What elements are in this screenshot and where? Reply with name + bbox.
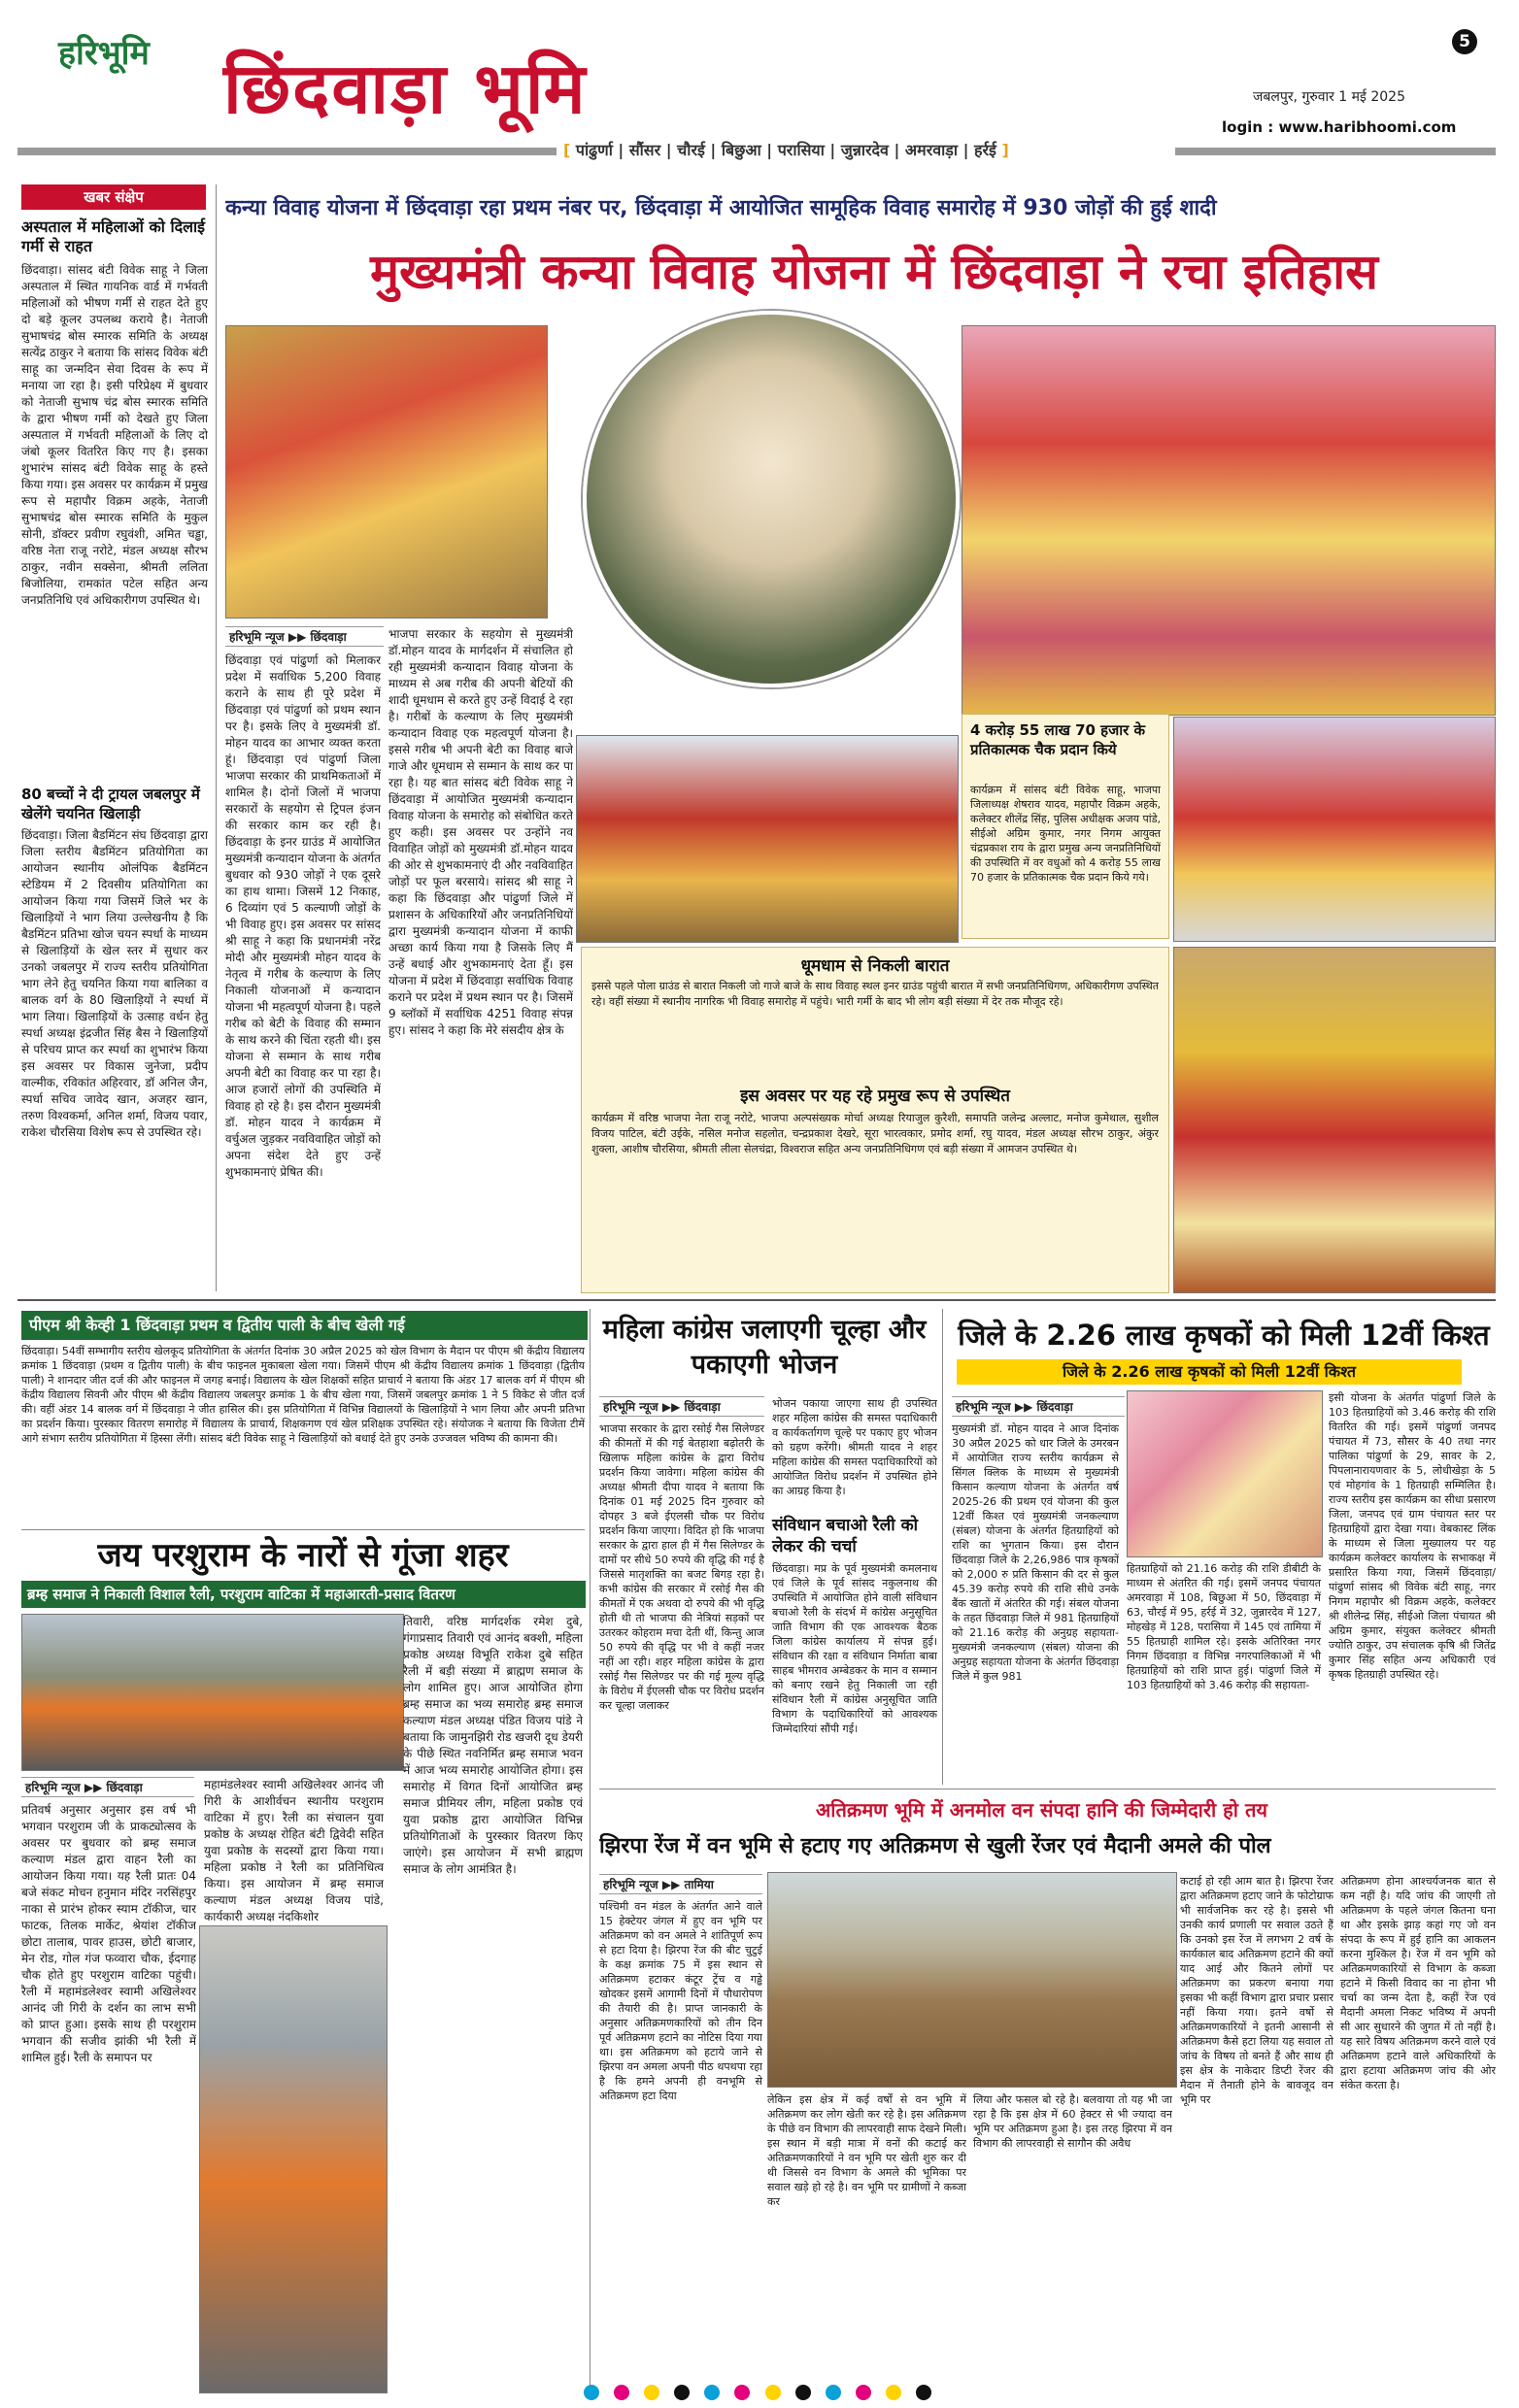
- wedding-photo-right-crowd: [962, 325, 1496, 716]
- congress-column-2: भोजन पकाया जाएगा साथ ही उपस्थित शहर महिला कांग्रेस की समस्त पदाधिकारी व कार्यकर्तागण चूल्हे पर पकाए हुए भोजन को ग्रहण करेंगी। श्रीमती यादव ने शहर महिला कांग्रेस की समस्त पदाधिकारियों को आयोजित विरोध प्रदर्शन में उपस्थित होने का आग्रह किया है।: [772, 1397, 937, 1497]
- lead-byline: हरिभूमि न्यूज ▶▶ छिंदवाड़ा: [225, 626, 384, 647]
- congress-sub-heading: संविधान बचाओ रैली को लेकर की चर्चा: [772, 1516, 919, 1556]
- edition-title: छिंदवाड़ा भूमि: [223, 47, 588, 129]
- wedding-photo-brides: [576, 735, 959, 943]
- farmers-headline: जिले के 2.26 लाख कृषकों को मिली 12वीं किश्त: [958, 1319, 1490, 1352]
- farmers-byline: हरिभूमि न्यूज ▶▶ छिंदवाड़ा: [952, 1396, 1125, 1417]
- town-item[interactable]: चौरई: [677, 141, 705, 159]
- farmers-column-3: इसी योजना के अंतर्गत पांढुर्णा जिले के 103 हितग्राहियों को 3.46 करोड़ की राशि वितरित की गई। इसमें पांढुर्णा जनपद पंचायत में 73, सौसर के 40 तथा नगर पालिका पांढुर्णा के 29, सावर के 2, पिपलानारायणवार के 5, लोधीखेड़ा के 5 एवं मोहगांव के 1 हितग्राही सम्मिलित है। राज्य स्तरीय इस कार्यक्रम का सीधा प्रसारण जिला, जनपद एवं ग्राम पंचायत स्तर पर हितग्राहियों द्वारा देखा गया। वेबकास्ट लिंक के माध्यम से जिला मुख्यालय पर यह कार्यक्रम कलेक्टर कार्यालय के सभाकक्ष में प्रसारित किया गया, जिसमें छिंदवाड़ा/पांढुर्णा सांसद श्री विवेक बंटी साहू, नगर निगम महापौर श्री विक्रम अहके, कलेक्टर श्री शीलेन्द्र सिंह, सीईओ जिला पंचायत श्री अग्रिम कुमार, संयुक्त कलेक्टर श्रीमती ज्योति ठाकुर, उप संचालक कृषि श्री जितेंद्र कुमार सिंह सहित अन्य अधिकारी एवं कृषक हितग्राही उपस्थित रहे।: [1329, 1391, 1496, 1681]
- forest-column-2: लेकिन इस क्षेत्र में कई वर्षों से वन भूमि में अतिक्रमण कर लोग खेती कर रहे है। इस अतिक्रमण के पीछे वन विभाग की लापरवाही साफ देखने मिली। इस स्थान में बड़ी मात्रा में वनों की कटाई कर अतिक्रमणकारियों ने वन भूमि पर खेती शुरु कर दी थी जिससे वन विभाग के अमले की भूमिका पर सवाल खड़े हो रहे है। वन भूमि पर ग्रामीणों ने कब्जा कर: [767, 2093, 966, 2208]
- wedding-photo-center-groom: [583, 311, 960, 687]
- parshuram-subheadline: ब्रम्ह समाज ने निकाली विशाल रैली, परशुराम वाटिका में महाआरती-प्रसाद वितरण: [21, 1581, 586, 1608]
- registration-dot: [795, 2385, 811, 2400]
- cheque-heading: 4 करोड़ 55 लाख 70 हजार के प्रतिकात्मक चैक प्रदान किये: [970, 721, 1146, 758]
- registration-dot: [826, 2385, 841, 2400]
- badminton-text: छिंदवाड़ा। 54वीं सम्भागीय स्तरीय खेलकूद प्रतियोगिता के अंतर्गत दिनांक 30 अप्रैल 2025 को खेल विभाग के मैदान पर पीएम श्री केंद्रीय विद्यालय क्रमांक 1 छिंदवाड़ा (प्रथम व द्वितीय पाली) के बीच फाइनल मुकाबला खेला गया। जिसमें पीएम श्री केंद्रीय विद्यालय क्रमांक 1 छिंदवाड़ा (द्वितीय पाली) ने शानदार जीत दर्ज की और फाइनल में जगह बनाई। विद्यालय के खेल शिक्षकों सहित प्राचार्य ने बताया कि अंडर 17 बालक वर्ग में पीएम श्री केंद्रीय विद्यालय सिवनी और पीएम श्री केंद्रीय विद्यालय जबलपुर क्रमांक 1 के बीच खेला गया, जिसमें जबलपुर क्रमांक 1 ने 5 विकेट से जीत दर्ज की। वहीं अंडर 14 बालक वर्ग में छिंदवाड़ा ने जीत हासिल की। इस प्रतियोगिता में विभिन्न विद्यालयों के खिलाड़ियों ने भाग लिया और अपनी प्रतिभा का प्रदर्शन किया। पुरस्कार वितरण समारोह में विद्यालय के प्राचार्य, शिक्षकगण एवं खेल प्रशिक्षक उपस्थित रहे। संयोजक ने बताया कि विजेता टीमें आगे संभाग स्तरीय प्रतियोगिता में हिस्सा लेंगी। सांसद बंटी विवेक साहू ने खिलाड़ियों को बधाई देते हुए उनके उज्जवल भविष्य की कामना की।: [21, 1345, 585, 1445]
- login-url[interactable]: login : www.haribhoomi.com: [1222, 118, 1457, 136]
- towns-bar: [ पांढुर्णा | सौंसर | चौरई | बिछुआ | परासिया | जुन्नारदेव | अमरवाड़ा | हर्रई ]: [563, 141, 1009, 159]
- registration-dot: [674, 2385, 690, 2400]
- town-item[interactable]: सौंसर: [628, 141, 661, 159]
- parshuram-column-3: तिवारी, वरिष्ठ मार्गदर्शक रमेश दुबे, गंगाप्रसाद तिवारी एवं आनंद बक्शी, महिला प्रकोष्ठ अध्यक्ष विभूति राकेश दुबे सहित रैली में बड़ी संख्या में ब्राह्मण समाज के लोग शामिल हुए। आज आयोजित होगा ब्रम्ह समाज का भव्य समारोह ब्रम्ह समाज कल्याण मंडल अध्यक्ष पंडित विजय पांडे ने बताया कि जामुनझिरी रोड खजरी दूध डेयरी के पीछे स्थित नवनिर्मित ब्रम्ह समाज भवन में आज भव्य समारोह आयोजित होगा। इस समारोह में विगत दिनों आयोजित ब्रम्ह समाज प्रीमियर लीग, महिला प्रकोष्ठ एवं युवा प्रकोष्ठ द्वारा आयोजित विभिन्न प्रतियोगिताओं के पुरस्कार वितरण किए जाएंगे। इस आयोजन में सभी ब्राह्मण समाज के लोग आमंत्रित है।: [403, 1615, 583, 1876]
- registration-dot: [886, 2385, 901, 2400]
- registration-dot: [856, 2385, 871, 2400]
- town-item[interactable]: जुन्नारदेव: [840, 141, 889, 159]
- parshuram-column-2: महामंडलेश्वर स्वामी अखिलेश्वर आनंद जी गिरी के आशीर्वचन स्थानीय परशुराम वाटिका में हुए। रैली का संचालन युवा प्रकोष्ठ के अध्यक्ष रोहित बंटी द्विवेदी सहित युवा प्रकोष्ठ के सदस्यों द्वारा किया गया। महिला प्रकोष्ठ ने रैली का प्रतिनिधित्व किया। इस आयोजन में ब्रम्ह समाज कल्याण मंडल अध्यक्ष विजय पांडे, कार्यकारी अध्यक्ष नंदकिशोर: [204, 1778, 384, 1923]
- badminton-heading: पीएम श्री केव्ही 1 छिंदवाड़ा प्रथम व द्वितीय पाली के बीच खेली गई: [21, 1311, 588, 1340]
- registration-dot: [916, 2385, 931, 2400]
- news-brief-heading-2: 80 बच्चों ने दी ट्रायल जबलपुर में खेलेंगे चयनित खिलाड़ी: [21, 786, 200, 822]
- masthead: [0, 0, 1519, 170]
- registration-dot: [584, 2385, 599, 2400]
- brand-logo: हरिभूमि: [58, 34, 150, 73]
- page-number: 5: [1452, 29, 1477, 54]
- divider: [942, 1309, 943, 1785]
- forest-column-3: लिया और फसल बो रहे है। बलवाया तो यह भी जा रहा है कि इस क्षेत्र में 60 हेक्टर से भी ज्यादा वन भूमि पर अतिक्रमण हुआ है। इस तरह झिरपा में वन विभाग की लापरवाही से सागौन की अवैध: [973, 2093, 1172, 2150]
- forest-headline: झिरपा रेंज में वन भूमि से हटाए गए अतिक्रमण से खुली रेंजर एवं मैदानी अमले की पोल: [599, 1834, 1271, 1858]
- baraat-heading: धूमधाम से निकली बारात: [800, 956, 950, 976]
- present-text: कार्यक्रम में वरिष्ठ भाजपा नेता राजू नरोटे, भाजपा अल्पसंख्यक मोर्चा अध्यक्ष रियाजुल कुरैशी, समापति जलेन्द्र अल्लाट, मनोज कुमेथाल, सुशील विजय पाटिल, बंटी उईके, नसिल मनोज सहलोत, चन्द्रप्रकाश देखरे, सूरा भारत्वकार, प्रमोद शर्मा, रघु यादव, मंडल अध्यक्ष सौरभ ठाकुर, अंकुर शुक्ला, आशीष चौरसिया, श्रीमती लीला सेलचंद्रा, विश्वराज सहित अन्य जनप्रतिनिधिगण एवं बड़ी संख्या में आमजन उपस्थित थे।: [591, 1112, 1159, 1155]
- congress-column-1: भाजपा सरकार के द्वारा रसोई गैस सिलेण्डर की कीमतों में की गई बेतहाशा बढ़ोतरी के खिलाफ महिला कांग्रेस के द्वारा विरोध प्रदर्शन किया जावेगा। महिला कांग्रेस की अध्यक्ष श्रीमती दीपा यादव ने बताया कि दिनांक 01 मई 2025 दिन गुरुवार को दोपहर 3 बजे ईएलसी चौक पर विरोध प्रदर्शन किया जाएगा। विदित हो कि भाजपा सरकार के द्वारा हाल ही में गैस सिलेण्डर के दामों पर सीधे 50 रुपये की वृद्धि की गई है जिससे मातृशक्ति का बजट बिगड़ रहा है। कभी कांग्रेस की सरकार में रसोई गैस की कीमतों में एक अथवा दो रुपये की भी वृद्धि होती थी तो भाजपा की नेत्रियां सड़कों पर उतरकर कोहराम मचा देती थीं, किन्तु आज 50 रुपये की वृद्धि पर भी वे कहीं नजर नहीं आ रही। शहर महिला कांग्रेस के द्वारा रसोई गैस सिलेण्डर पर की गई मूल्य वृद्धि के विरोध में ईएलसी चौक पर विरोध प्रदर्शन कर चूल्हा जलाकर: [599, 1422, 764, 1712]
- town-item[interactable]: बिछुआ: [721, 141, 761, 159]
- lead-kicker: कन्या विवाह योजना में छिंदवाड़ा रहा प्रथम नंबर पर, छिंदवाड़ा में आयोजित सामूहिक विवाह समारोह में 930 जोड़ों की हुई शादी: [225, 196, 1217, 220]
- town-item[interactable]: हर्रई: [973, 141, 996, 159]
- town-item[interactable]: पांढुर्णा: [575, 141, 613, 159]
- registration-dot: [765, 2385, 781, 2400]
- divider: [216, 184, 217, 1291]
- wedding-photo-cheque: [1173, 717, 1496, 942]
- registration-dot: [734, 2385, 750, 2400]
- divider: [21, 1529, 585, 1530]
- cheque-box: [962, 714, 1169, 939]
- lead-headline: मुख्यमंत्री कन्या विवाह योजना में छिंदवाड़ा ने रचा इतिहास: [370, 244, 1378, 300]
- registration-dot: [644, 2385, 659, 2400]
- forest-kicker: अतिक्रमण भूमि में अनमोल वन संपदा हानि की जिम्मेदारी हो तय: [816, 1798, 1267, 1822]
- parshuram-headline: जय परशुराम के नारों से गूंजा शहर: [97, 1536, 509, 1575]
- rally-photo-top: [21, 1614, 404, 1771]
- forest-column-4: कटाई हो रही आम बात है। झिरपा रेंजर द्वारा अतिक्रमण हटाए जाने के फोटोग्राफ भी सार्वजनिक कर रहे है। इससे भी उनकी कार्य प्रणाली पर सवाल उठते हैं कि उनको इस रेंज में लगभग 2 वर्ष के कार्यकाल बाद अतिक्रमण हटाने की क्यों याद आई और कितने लोगों पर अतिक्रमण का प्रकरण बनाया गया इसका भी कहीं विभाग द्वारा प्रचार प्रसार नहीं किया गया। इतने वर्षो से अतिक्रमणकारियों ने इतनी आसानी से अतिक्रमण कैसे हटा लिया यह सवाल तो जांच के विषय तो बनते हैं और साथ ही इस क्षेत्र के नाकेदार डिप्टी रेंजर की मैदान में तैनाती होने के बावजूद वन भूमि पर: [1180, 1875, 1333, 2106]
- farmers-subheadline: जिले के 2.26 लाख कृषकों को मिली 12वीं किश्त: [957, 1359, 1462, 1385]
- congress-sub-text: छिंदवाड़ा। मप्र के पूर्व मुख्यमंत्री कमलनाथ एवं जिले के पूर्व सांसद नकुलनाथ की उपस्थिति में आयोजित होने वाली संविधान बचाओ रैली के संदर्भ में कांग्रेस अनुसूचित जाति विभाग की एक आवश्यक बैठक जिला कांग्रेस कार्यालय में संपन्न हुई। संविधान की रक्षा व संविधान निर्माता बाबा साहब भीमराव अम्बेडकर के मान व सम्मान को बनाए रखने हेतु निकाली जा रही संविधान रैली में कांग्रेस अनुसूचित जाति विभाग के पदाधिकारियों को आवश्यक जिम्मेदारियां सौंपी गई।: [772, 1562, 937, 1735]
- baraat-box: [581, 947, 1169, 1293]
- currency-notes-photo: [1127, 1390, 1323, 1557]
- news-brief-heading-1: अस्पताल में महिलाओं को दिलाई गर्मी से राहत: [21, 217, 205, 255]
- town-item[interactable]: परासिया: [777, 141, 825, 159]
- news-brief-tag: खबर संक्षेप: [21, 184, 206, 210]
- lead-column-1: भाजपा सरकार के सहयोग से मुख्यमंत्री डॉ.मोहन यादव के मार्गदर्शन में संचालित हो रही मुख्यमंत्री कन्यादान विवाह योजना के माध्यम से अब गरीब की अपनी बेटियों की शादी धूमधाम से करते हुए उन्हें विदाई दे रहा है। गरीबों के कल्याण के लिए मुख्यमंत्री कन्यादान विवाह एक महत्वपूर्ण योजना है। इससे गरीब भी अपनी बेटी का विवाह बाजे गाजे और धूमधाम से सम्मान के साथ कर पा रहा है। यह बात सांसद बंटी विवेक साहू ने छिंदवाड़ा में आयोजित मुख्यमंत्री कन्यादान विवाह योजना के समारोह को संबोधित करते हुए कही। इस अवसर पर उन्होंने नव विवाहित जोड़ों को मुख्यमंत्री डॉ.मोहन यादव की ओर से शुभकामनाएं दी और नवविवाहित जोड़ों पर फूल बरसाये। सांसद श्री साहू ने कहा कि छिंदवाड़ा और पांढुर्णा जिले में प्रशासन के अधिकारियों और जनप्रतिनिधियों द्वारा मुख्यमंत्री कन्यादान योजना में काफी अच्छा कार्य किया गया है जिसके लिए मैं उन्हें बधाई और शुभकामनाएं देता हूँ। इस योजना में प्रदेश में छिंदवाड़ा सर्वाधिक विवाह कराने पर प्रदेश में प्रथम स्थान पर है। जिसमें 9 ब्लॉकों में सर्वाधिक 4251 विवाह संपन्न हुए। सांसद ने कहा कि मेरे संसदीय क्षेत्र के: [388, 627, 573, 1037]
- rally-photo-bottom: [199, 1925, 388, 2393]
- town-item[interactable]: अमरवाड़ा: [904, 141, 958, 159]
- present-heading: इस अवसर पर यह रहे प्रमुख रूप से उपस्थित: [740, 1087, 1010, 1106]
- news-brief-text-2: छिंदवाड़ा। जिला बैडमिंटन संघ छिंदवाड़ा द्वारा जिला स्तरीय बैडमिंटन प्रतियोगिता का आयोजन स्थानीय ओलंपिक बैडमिंटन स्टेडियम में 2 दिवसीय प्रतियोगिता का आयोजन किया गया जिसमें जिले भर के खिलाड़ियों ने भाग लिया उल्लेखनीय है कि बैडमिंटन प्रतिभा खोज चयन स्पर्धा के माध्यम से खिलाड़ियों के खेल स्तर में सुधार कर उनको जबलपुर में राज्य स्तरीय प्रतियोगिता भाग लेने हेतु चयनित किया गया बालिका व बालक वर्ग के 80 खिलाड़ियों ने स्पर्धा में भाग लिया। खिलाड़ियों के उत्साह वर्धन हेतु स्पर्धा अध्यक्ष इंद्रजीत सिंह बैस ने खिलाड़ियों से परिचय प्राप्त कर स्पर्धा का शुभारंभ किया इस अवसर पर विकास जुनेजा, प्रदीप वाल्मीक, रविकांत अहिरवार, डॉ अनिल जैन, स्पर्धा सचिव जावेद खान, अजहर खान, तरुण विश्वकर्मा, अनिल शर्मा, विजय पवार, राकेश चौरसिया विशेष रूप से उपस्थित रहे।: [21, 828, 208, 1139]
- parshuram-column-1: प्रतिवर्ष अनुसार अनुसार इस वर्ष भी भगवान परशुराम जी के प्राकट्योत्सव के अवसर पर बुधवार को ब्रम्ह समाज कल्याण मंडल द्वारा वाहन रैली का आयोजन किया गया। यह रैली प्रातः 04 बजे संकट मोचन हनुमान मंदिर नरसिंहपुर नाका से प्रारंभ होकर स्याम टॉकीज, चार फाटक, तिलक मार्केट, श्रेयांश टॉकीज छोटा तालाब, पावर हाउस, छोटी बाजार, मेन रोड, गोल गंज फव्वारा चौक, ईदगाह चौक होते हुए परशुराम वाटिका पहुंची। रैली में महामंडलेश्वर स्वामी अखिलेश्वर आनंद जी गिरी के दर्शन का लाभ सभी को प्राप्त हुआ। इसके साथ ही परशुराम भगवान की सजीव झांकी भी रैली में शामिल हुई। रैली के समापन पर: [21, 1803, 196, 2064]
- wedding-photo-ceremony: [1173, 947, 1496, 1293]
- forest-land-photo: [767, 1872, 1177, 2088]
- wedding-photo-left: [225, 325, 548, 619]
- masthead-rule: [17, 148, 557, 155]
- farmers-column-1: मुख्यमंत्री डॉ. मोहन यादव ने आज दिनांक 30 अप्रैल 2025 को धार जिले के उमरबन में आयोजित राज्य स्तरीय कार्यक्रम से सिंगल क्लिक के माध्यम से मुख्यमंत्री किसान कल्याण योजना के अंतर्गत वर्ष 2025-26 की प्रथम एवं योजना की कुल 12वीं किश्त एवं मुख्यमंत्री जनकल्याण (संबल) योजना के अंतर्गत हितग्राहियों को राशि का भुगतान किया। इस दौरान छिंदवाड़ा जिले के 2,26,986 पात्र कृषकों को 2,000 रु प्रति किसान की दर से कुल 45.39 करोड़ रुपये की राशि सीधे उनके बैंक खातों में अंतरित की गई। संबल योजना के तहत छिंदवाड़ा जिले में 981 हितग्राहियों को 21.16 करोड़ की अनुग्रह सहायता- मुख्यमंत्री जनकल्याण (संबल) योजना की अनुग्रह सहायता योजना के अंतर्गत छिंदवाड़ा जिले में कुल 981: [952, 1422, 1119, 1683]
- news-brief-text-1: छिंदवाड़ा। सांसद बंटी विवेक साहू ने जिला अस्पताल में स्थित गायनिक वार्ड में गर्भवती महिलाओं को भीषण गर्मी से राहत देते हुए दो बड़े कूलर उपलब्ध कराये है। नेताजी सुभाषचंद्र बोस स्मारक समिति के अध्यक्ष सत्येंद्र ठाकुर ने बताया कि सांसद विवेक बंटी साहू का जन्मदिन सेवा दिवस के रूप में मनाया जा रहा है। इसी परिप्रेक्ष्य में बुधवार को नेताजी सुभाष चंद्र बोस स्मारक समिति के द्वारा भीषण गर्मी को देखते हुए जिला अस्पताल में गर्भवती महिलाओं के लिए दो जंबो कूलर वितरित किए गए है। इसका शुभारंभ सांसद बंटी विवेक साहू के हस्ते किया गया। इस अवसर पर कार्यक्रम में प्रमुख रूप से महापौर विक्रम अहके, नेताजी सुभाषचंद्र बोस स्मारक समिति के मुकुल सोनी, डॉक्टर प्रवीण रघुवंशी, अमित चड्ढा, वरिष्ठ नेता राजू नरोटे, मंडल अध्यक्ष सौरभ ठाकुर, नवीन सक्सेना, श्रीमती ललिता बिजोलिया, रामकांत पटेल सहित अन्य जनप्रतिनिधि एवं अधिकारीगण उपस्थित थे।: [21, 263, 208, 607]
- registration-dot: [704, 2385, 720, 2400]
- divider: [590, 1309, 591, 2396]
- section-divider: [17, 1299, 1496, 1301]
- lead-column-2-text: छिंदवाड़ा एवं पांढुर्णा को मिलाकर प्रदेश में सर्वाधिक 5,200 विवाह कराने के साथ ही पूरे प्रदेश में छिंदवाड़ा एवं पांढुर्णा को प्रथम स्थान पर है। इसके लिए वे मुख्यमंत्री डॉ. मोहन यादव का आभार व्यक्त करता हूं। छिंदवाड़ा एवं पांढुर्णा जिला भाजपा सरकार की प्राथमिकताओं में शामिल है। दोनों जिलों में भाजपा सरकारों के सहयोग से ट्रिपल इंजन की सरकार काम कर रही है। छिंदवाड़ा के इनर ग्राउंड में आयोजित मुख्यमंत्री कन्यादान योजना के अंतर्गत बुधवार को 930 जोड़ों ने एक दूसरे का हाथ थामा। जिसमें 12 निकाह, 6 दिव्यांग एवं 5 कल्याणी जोड़ों के भी विवाह हुए। इस अवसर पर सांसद श्री साहू ने कहा कि प्रधानमंत्री नरेंद्र मोदी और मुख्यमंत्री मोहन यादव के नेतृत्व में गरीब के कल्याण के लिए निकाली योजनाओं में कन्यादान योजना भी महत्वपूर्ण योजना है। पहले गरीब को बेटी के विवाह की सम्मान के साथ करने की चिंता रहती थी। इस योजना से सम्मान के साथ गरीब अपनी बेटी का विवाह कर पा रहा है। आज हजारों लोगों की उपस्थिति में विवाह हो रहे है। इस दौरान मुख्यमंत्री डॉ. मोहन यादव ने कार्यक्रम में वर्चुअल जुड़कर नवविवाहित जोड़ों को अपना संदेश देते हुए उन्हें शुभकामनाएं प्रेषित की।: [225, 653, 381, 1179]
- parshuram-byline: हरिभूमि न्यूज ▶▶ छिंदवाड़ा: [21, 1777, 194, 1797]
- registration-marks: [175, 2385, 1340, 2404]
- forest-column-5: अतिक्रमण होना आश्चर्यजनक बात से कम नहीं है। यदि जांच की जाएगी तो अतिक्रमण के पहले जंगल कितना घना था और इसके झाड़ कहां गए जो वन संपदा के रूप में हुई हानि का आकलन करना मुश्किल है। रेंज में वन भूमि को अतिक्रमणकारियों से विभाग के कब्जा हटाने में किसी विवाद का ना होना भी चर्चा का जन्म देता है, कहीं रेंज एवं मैदानी अमला निकट भविष्य में अपनी सी आर सुधारने की जुगत में तो नहीं है। यह सारे विषय अतिक्रमण करने वाले एवं अतिक्रमण हटाने वाले अधिकारियों के द्वारा हटाया अतिक्रमण जांच की ओर संकेत करता है।: [1340, 1875, 1496, 2091]
- baraat-text: इससे पहले पोला ग्राउंड से बारात निकली जो गाजे बाजे के साथ विवाह स्थल इनर ग्राउंड पहुंची बारात में सभी जनप्रतिनिधिगण, अधिकारीगण उपस्थित रहे। वहीं संख्या में स्थानीय नागरिक भी विवाह समारोह में पहुंचे। भारी गर्मी के बाद भी लोग बड़ी संख्या में देर तक मौजूद रहे।: [591, 980, 1159, 1008]
- congress-headline: महिला कांग्रेस जलाएगी चूल्हा और पकाएगी भोजन: [602, 1315, 927, 1380]
- registration-dot: [614, 2385, 629, 2400]
- masthead-rule: [1175, 148, 1496, 155]
- forest-column-1: पश्चिमी वन मंडल के अंतर्गत आने वाले 15 हेक्टेयर जंगल में हुए वन भूमि पर अतिक्रमण को वन अमले ने शांतिपूर्ण रूप से हटा दिया है। झिरपा रेंज की बीट चुटुई के कक्ष क्रमांक 75 में इस स्थान से अतिक्रमण हटाकर कंटूर ट्रेंच व गड्ढे खोदकर इसमें आगामी दिनों में पौधारोपण की तैयारी की है। प्राप्त जानकारी के अनुसार अतिक्रमणकारियों को तीन दिन पूर्व अतिक्रमण हटाने का नोटिस दिया गया था। इस अतिक्रमण को हटाये जाने से झिरपा वन अमला अपनी पीठ थपथपा रहा है कि हमने अपनी ही वनभूमि से अतिक्रमण हटा दिया: [599, 1900, 762, 2102]
- congress-byline: हरिभूमि न्यूज ▶▶ छिंदवाड़ा: [599, 1396, 764, 1417]
- forest-byline: हरिभूमि न्यूज ▶▶ तामिया: [599, 1874, 762, 1894]
- cheque-text: कार्यक्रम में सांसद बंटी विवेक साहू, भाजपा जिलाध्यक्ष शेषराव यादव, महापौर विक्रम अहके, कलेक्टर शीलेंद्र सिंह, पुलिस अधीक्षक अजय पांडे, सीईओ अग्रिम कुमार, नगर निगम आयुक्त चंद्रप्रकाश राय के द्वारा प्रमुख अन्य जनप्रतिनिधियों की उपस्थिति में वर वधुओं को 4 करोड़ 55 लाख 70 हजार के प्रतिकात्मक चैक प्रदान किये गये।: [970, 784, 1161, 884]
- farmers-column-2: हितग्राहियों को 21.16 करोड़ की राशि डीबीटी के माध्यम से अंतरित की गई। इसमें जनपद पंचायत अमरवाड़ा में 108, बिछुआ में 50, छिंदवाड़ा में 63, चौरई में 95, हर्रई में 32, जुन्नारदेव में 127, मोहखेड़ में 128, परासिया में 145 एवं तामिया में 55 हितग्राही शामिल रहे। इसके अतिरिक्त नगर निगम छिंदवाड़ा व विभिन्न नगरपालिकाओं में भी हितग्राहियों को राशि प्राप्त हुई। पांढुर्णा जिले में 103 हितग्राहियों को 3.46 करोड़ की सहायता-: [1127, 1562, 1321, 1691]
- date-line: जबलपुर, गुरुवार 1 मई 2025: [1253, 89, 1405, 105]
